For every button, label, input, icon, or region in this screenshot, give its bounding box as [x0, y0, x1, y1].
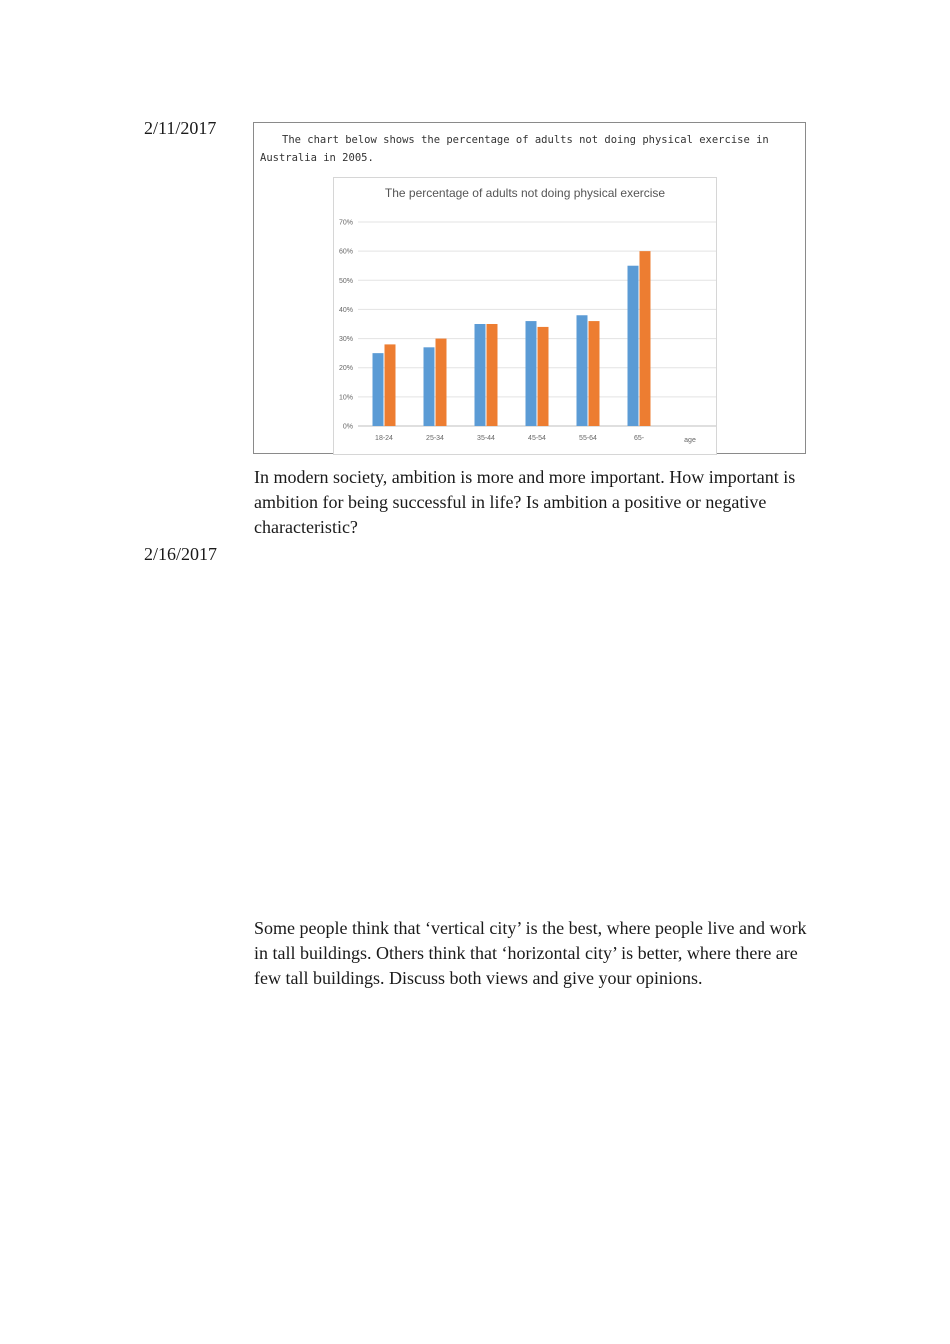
bar-18-24-series-1 — [373, 353, 384, 426]
bar-18-24-series-2 — [385, 344, 396, 426]
entry-date-2: 2/16/2017 — [144, 544, 218, 564]
chart-title: The percentage of adults not doing physical exercise — [384, 186, 666, 200]
x-axis-ticks — [375, 435, 645, 442]
x-tick-label: 35-44 — [477, 435, 495, 442]
x-tick-label: 55-64 — [579, 435, 597, 442]
essay-prompt-2: Some people think that ‘vertical city’ is the best, where people live and work in tall buildings. Others think that ‘horizontal city’ is better, where there are few tall buildings. Discuss both views and give your opinions. — [254, 918, 807, 988]
bar-55-64-series-1 — [577, 315, 588, 426]
bar-65--series-2 — [640, 251, 651, 426]
y-tick-label: 50% — [338, 277, 353, 285]
figure-caption: The chart below shows the percentage of adults not doing physical exercise in Australia in 2005. — [260, 134, 769, 164]
y-tick-label: 40% — [338, 306, 353, 314]
y-tick-label: 10% — [338, 394, 353, 402]
y-tick-label: 30% — [338, 336, 353, 344]
bar-chart — [334, 178, 716, 454]
x-tick-label: 65- — [633, 435, 645, 442]
bar-35-44-series-2 — [487, 324, 498, 426]
x-tick-label: 25-34 — [426, 435, 444, 442]
bar-25-34-series-1 — [424, 347, 435, 426]
entry-date-1: 2/11/2017 — [144, 118, 217, 138]
bar-45-54-series-1 — [526, 321, 537, 426]
y-axis-ticks — [339, 220, 353, 431]
chart-figure — [253, 122, 806, 454]
x-tick-label: 18-24 — [375, 435, 393, 442]
gridlines — [358, 222, 716, 426]
essay-prompt-1: In modern society, ambition is more and more important. How important is ambition for being successful in life? Is ambition a positive or negative characteristic? — [254, 467, 796, 537]
y-tick-label: 70% — [338, 219, 353, 227]
bar-35-44-series-1 — [475, 324, 486, 426]
bar-25-34-series-2 — [436, 339, 447, 426]
bar-chart-panel — [333, 177, 717, 455]
y-tick-label: 60% — [338, 248, 353, 256]
x-axis-label: age — [684, 437, 696, 444]
y-tick-label: 0% — [342, 423, 353, 431]
x-tick-label: 45-54 — [528, 435, 546, 442]
bar-55-64-series-2 — [589, 321, 600, 426]
bar-45-54-series-2 — [538, 327, 549, 426]
y-tick-label: 20% — [338, 365, 353, 373]
bar-65--series-1 — [628, 266, 639, 426]
